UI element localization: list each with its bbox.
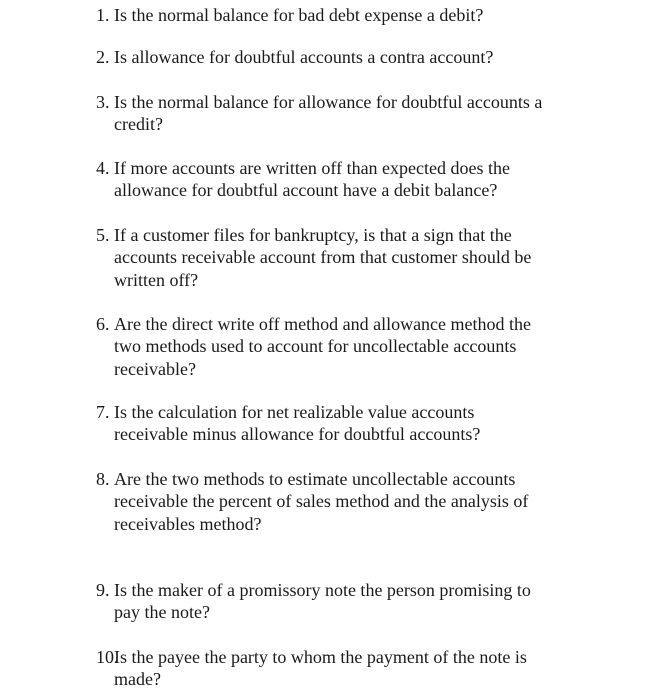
question-text: Is the payee the party to whom the payment of the note is made? [114, 647, 527, 690]
question-number: 9. [96, 580, 110, 600]
question-number: 7. [96, 402, 110, 422]
question-text: If a customer files for bankruptcy, is that a sign that the accounts receivable account from that customer should be written off? [114, 225, 532, 290]
question-item [96, 401, 576, 446]
question-number: 2. [96, 47, 110, 67]
question-number: 1. [96, 5, 110, 25]
question-item [96, 4, 576, 26]
question-item [96, 313, 576, 380]
question-number: 3. [96, 92, 110, 112]
question-text: Is the normal balance for allowance for doubtful accounts a credit? [114, 92, 543, 135]
question-text: Is the normal balance for bad debt expense a debit? [114, 5, 484, 25]
question-item [96, 91, 576, 136]
question-text: Is the calculation for net realizable value accounts receivable minus allowance for doubtful accounts? [114, 402, 481, 445]
question-number: 6. [96, 314, 110, 334]
question-text: If more accounts are written off than expected does the allowance for doubtful account have a debit balance? [114, 158, 510, 201]
question-item [96, 224, 576, 291]
question-number: 4. [96, 158, 110, 178]
question-item [96, 468, 576, 535]
question-number: 8. [96, 469, 110, 489]
question-item [96, 157, 576, 202]
question-item [96, 646, 576, 691]
question-number: 10. [96, 647, 119, 667]
question-text: Are the two methods to estimate uncollectable accounts receivable the percent of sales method and the analysis of receivables method? [114, 469, 529, 534]
question-number: 5. [96, 225, 110, 245]
question-item [96, 579, 576, 624]
question-item [96, 46, 576, 68]
question-text: Is allowance for doubtful accounts a contra account? [114, 47, 494, 67]
question-text: Are the direct write off method and allowance method the two methods used to account for uncollectable accounts receivable? [114, 314, 532, 379]
question-text: Is the maker of a promissory note the person promising to pay the note? [114, 580, 531, 623]
